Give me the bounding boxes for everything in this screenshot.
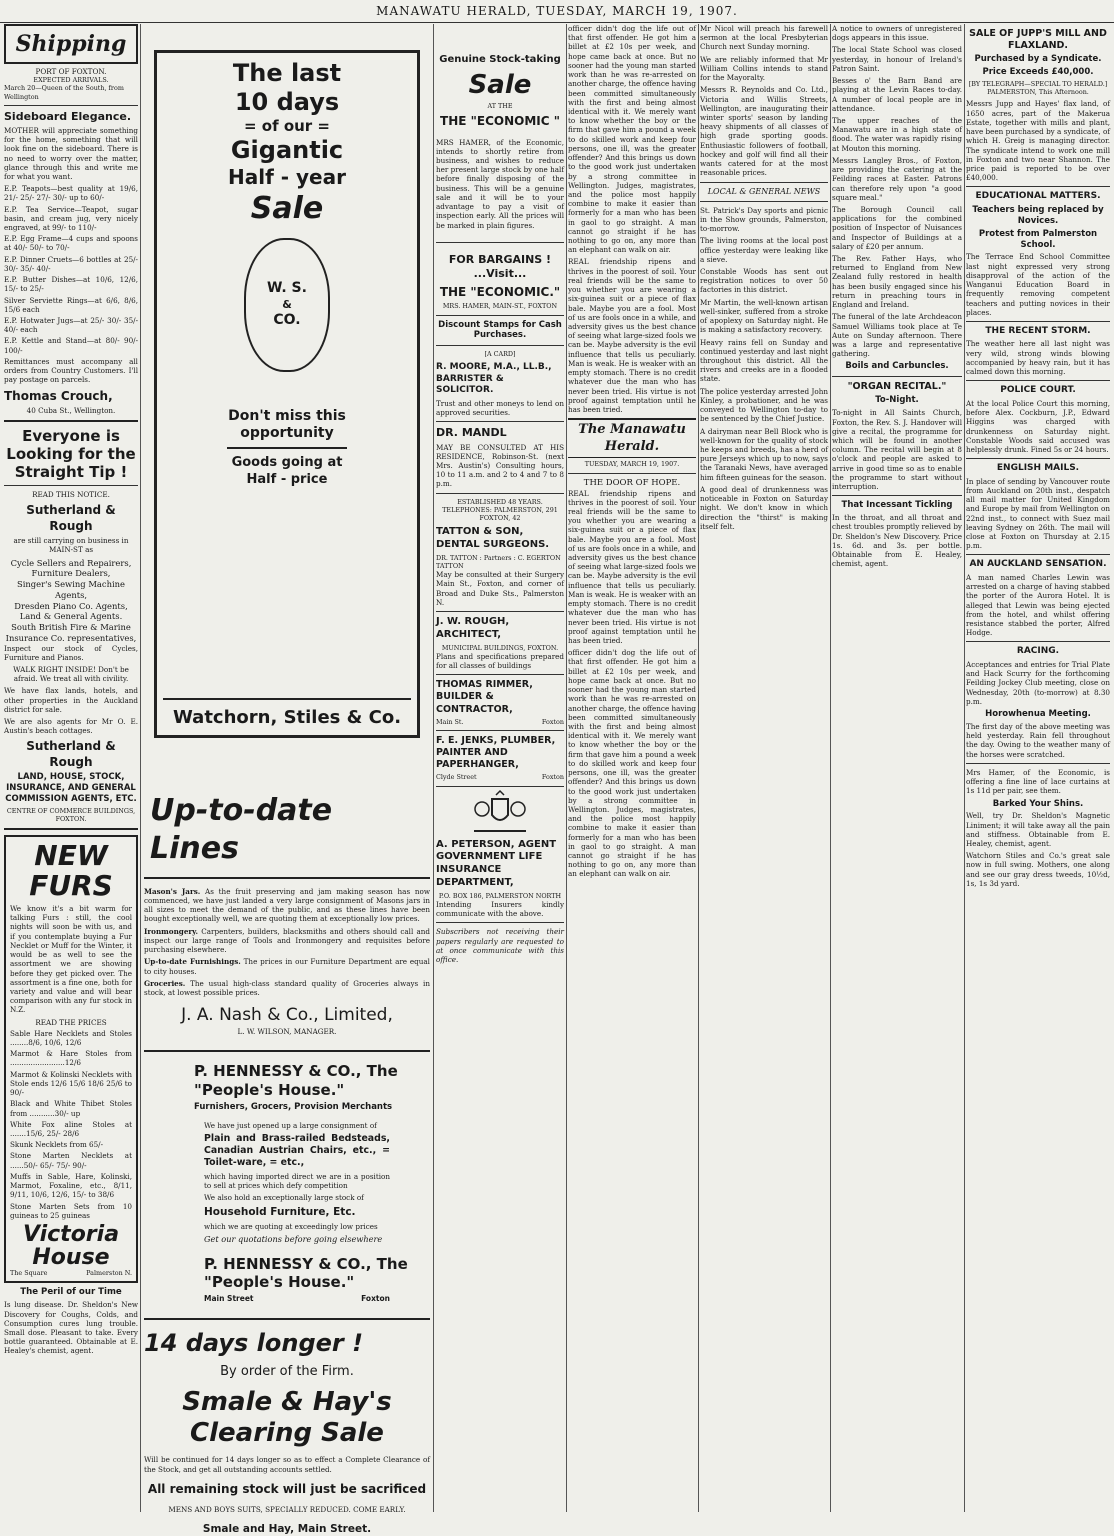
collins-item: We are reliably informed that Mr William Collins intends to stand for the Mayoralty. xyxy=(700,54,828,83)
sr-flax: We have flax lands, hotels, and other properties in the Auckland district for sale. xyxy=(4,686,138,714)
coat-of-arms-icon xyxy=(436,791,564,835)
column-rule xyxy=(964,24,965,1512)
nash-name: J. A. Nash & Co., Limited, xyxy=(181,1005,393,1026)
sideboard-item: E.P. Dinner Cruets—6 bottles at 25/- 30/- 35/- 40/- xyxy=(4,254,138,273)
sideboard-item: E.P. Tea Service—Teapot, sugar basin, and cream jug, very nicely engraved, at 99/- to 110/- xyxy=(4,204,138,233)
hamer-note: Mrs Hamer, of the Economic, is offering a fine line of lace curtains at 1s 11d per pair, see them. xyxy=(966,767,1110,796)
hennessy-title-2: P. HENNESSY & CO., The "People's House." xyxy=(204,1254,408,1292)
rough-subtitle: MUNICIPAL BUILDINGS, FOXTON. xyxy=(441,643,559,652)
fourteen-days-title: 14 days longer ! xyxy=(144,1328,364,1357)
tatton-text: May be consulted at their Surgery Main St., Foxton, and corner of Broad and Duke Sts., Palmerston N. xyxy=(436,570,564,607)
line-item: Mason's Jars. As the fruit preserving and jam making season has now commenced, we have just landed a very large consignment of Masons jars in all sizes to meet the demand of the public, and as these lines have been bought exceptionally well, we are quoting them at exceptionally low prices. xyxy=(144,886,430,924)
auckland-text: A man named Charles Lewin was arrested on a charge of having stabbed the porter of the Aurora Hotel. It is alleged that Lewin was being ejected from the hotel, and whilst offering resistance stabbed the porter, Alfred Hodge. xyxy=(966,572,1110,638)
door-of-hope-text: REAL friendship ripens and thrives in the poorest of soil. Your real friends will be the same to you whether you are wearing a six-guinea suit or a piece of flax bale. Maybe you are a fool. Most of us are fools once in a while, and adversity gives us the best chance of seeing what large-sized fools we can be. Maybe adversity is the evil influence that tells us peculiarly. Man is weak. He is weaker with an empty stomach. There is no credit whatever due the man who has never been tried. His virtue is not proof against temptation until he has been tried. xyxy=(568,488,696,645)
sr-agents: We are also agents for Mr O. E. Austin's beach cottages. xyxy=(4,717,138,736)
victoria-address: The Square Palmerston N. xyxy=(10,1269,132,1278)
card-label: [A CARD] xyxy=(484,350,516,359)
auckland-heading: AN AUCKLAND SENSATION. xyxy=(969,559,1107,570)
line-item: Ironmongery. Carpenters, builders, blacksmiths and others should call and inspect our large range of Tools and Ironmongery and requisites before purchasing elsewhere. xyxy=(144,926,430,955)
watchorn-advert xyxy=(154,50,420,738)
sr-item: Dresden Piano Co. Agents, xyxy=(14,600,128,611)
local-news-item: The police yesterday arrested John Kinley, a probationer, and he was conveyed to Wellington to-day to be sentenced by the Chief Justice. xyxy=(700,386,828,424)
education-heading: EDUCATIONAL MATTERS. xyxy=(975,191,1101,202)
sideboard-item: E.P. Butter Dishes—at 10/6, 12/6, 15/- to 25/- xyxy=(4,275,138,294)
lines-list xyxy=(144,887,430,997)
horowhenua-heading: Horowhenua Meeting. xyxy=(985,709,1091,720)
nash-manager: L. W. WILSON, MANAGER. xyxy=(237,1026,337,1036)
column-rule xyxy=(566,24,567,1512)
sr2-subtitle: LAND, HOUSE, STOCK, INSURANCE, AND GENERAL COMMISSION AGENTS, ETC. xyxy=(5,772,137,804)
mails-text: In place of sending by Vancouver route from Auckland on 20th inst., despatch all mail matter for United Kingdom and Europe by mail from Wellington on 22nd inst., to connect with Suez mail leaving Sydney on 26th. The mail will close at Foxton on Thursday at 2.15 p.m. xyxy=(966,476,1110,551)
mandl-name: DR. MANDL xyxy=(436,426,507,440)
read-notice: READ THIS NOTICE. xyxy=(32,490,110,500)
at-the: AT THE xyxy=(487,102,513,111)
sutherland-rough-name-2: Sutherland & Rough xyxy=(26,739,116,769)
furs-price: Sable Hare Necklets and Stoles ........8/6, 10/6, 12/6 xyxy=(10,1028,132,1048)
column-rule xyxy=(830,24,831,1512)
column-4 xyxy=(568,24,696,1512)
moore-text: Trust and other moneys to lend on approved securities. xyxy=(436,398,564,418)
barked-heading: Barked Your Shins. xyxy=(992,798,1084,809)
sideboard-intro: MOTHER will appreciate something for the home, something that will look fine on the sideboard. There is no need to worry over the matter, glance through this and write me for what you want. xyxy=(4,125,138,181)
shipping-line: March 20—Queen of the South, from Wellington xyxy=(4,84,124,101)
smale-hay-title: Smale & Hay's Clearing Sale xyxy=(182,1387,392,1449)
smale-text: Will be continued for 14 days longer so as to effect a Complete Clearance of the Stock, and get all outstanding accounts settled. xyxy=(144,1455,430,1474)
news-item: Messrs Langley Bros., of Foxton, are providing the catering at the Feilding races at Easter. Patrons can therefore rely upon "a good square meal." xyxy=(832,155,962,202)
nicol-item: Mr Nicol will preach his farewell sermon at the local Presbyterian Church next Sunday morning. xyxy=(700,24,828,52)
news-item: The upper reaches of the Manawatu are in a high state of flood. The water was rapidly rising at Mouton this morning. xyxy=(832,115,962,153)
racing-text: Acceptances and entries for Trial Plate and Hack Scurry for the forthcoming Feilding Jockey Club meeting, close on Wednesday, 20th (to-morrow) at 8.30 p.m. xyxy=(966,660,1110,706)
reynolds-item: Messrs R. Reynolds and Co. Ltd., Victoria and Willis Streets, Wellington, are inaugurating their winter sports' season by landing heavy shipments of all classes of high grade sporting goods. Enthusiastic followers of football, hockey and golf will find all their wants catered for at the most reasonable prices. xyxy=(700,85,828,178)
police-heading: POLICE COURT. xyxy=(1000,385,1076,396)
bargains-heading: FOR BARGAINS ! ...Visit... xyxy=(448,252,552,280)
peterson-box: P.O. BOX 186, PALMERSTON NORTH xyxy=(438,891,562,900)
intro-text: officer didn't dog the life out of that first offender. He got him a billet at £2 10s per week, and hope came back at once. But no sooner had the young man started work than he was re-arrested on another charge, the offence having been committed simultaneously with the first and being almost identical with it. We merely want to know whether the boy or the firm that gave him a pound a week to do skilled work and keep four persons, one ill, was the greater offender? And this brings us down to the good work just undertaken by a strong committee in Wellington. Judges, magistrates, and the police most happily combine to make it easier than formerly for a man who has been in gaol to go straight. A man cannot go straight if he has nothing to go on, any more than an elephant can walk on air. xyxy=(568,24,696,255)
column-1 xyxy=(4,24,138,1512)
door-of-hope-heading: THE DOOR OF HOPE. xyxy=(583,477,681,488)
sutherland-rough-name: Sutherland & Rough xyxy=(26,503,116,533)
sr-list xyxy=(4,558,138,644)
crouch-name: Thomas Crouch, xyxy=(4,388,113,403)
furs-price: Black and White Thibet Stoles from ...........30/- up xyxy=(10,1099,132,1118)
barked-text: Well, try Dr. Sheldon's Magnetic Liniment; it will take away all the pain and stiffness. Obtainable from E. Healey, chemist, agent. xyxy=(966,811,1110,849)
line-item: Groceries. The usual high-class standard quality of Groceries always in stock, at lowest possible prices. xyxy=(144,978,430,997)
news-item: The Borough Council call applications for the combined position of Inspector of Nuisances and Inspector of Buildings at a salary of £20 per annum. xyxy=(832,204,962,251)
goods-going: Goods going at Half - price xyxy=(231,455,343,487)
furs-price: Marmot & Kolinski Necklets with Stole ends 12/6 15/6 18/6 25/6 to 90/- xyxy=(10,1069,132,1098)
moore-name: R. MOORE, M.A., LL.B., BARRISTER & SOLICITOR. xyxy=(436,362,552,396)
victoria-house-title: Victoria House xyxy=(22,1221,120,1271)
jupp-price: Price Exceeds £40,000. xyxy=(982,67,1094,78)
news-item: Besses o' the Barn Band are playing at the Levin Races to-day. A number of local people are in attendance. xyxy=(832,76,962,113)
local-news-item: Heavy rains fell on Sunday and continued yesterday and last night throughout this district. All the rivers and creeks are in a flooded state. xyxy=(700,337,828,384)
local-news-item: A dairyman near Bell Block who is well-known for the quality of stock he keeps and breeds, has a herd of pure Jerseys which up to now, says the Taranaki News, have averaged him fifteen guineas for the season. xyxy=(700,426,828,482)
mails-heading: ENGLISH MAILS. xyxy=(996,463,1080,474)
education-text: The Terrace End School Committee last night expressed very strong disapproval of the action of the Wanganui Education Board in frequently removing competent teachers and putting novices in their places. xyxy=(966,252,1110,317)
police-text: At the local Police Court this morning, before Alex. Cockburn, J.P., Edward Higgins was charged with drunkenness on Saturday night. Constable Woods said accused was helplessly drunk. Fined 5s or 24 hours. xyxy=(966,398,1110,454)
tonight-heading: To-Night. xyxy=(875,395,919,406)
column-rule xyxy=(698,24,699,1512)
peterson-text: Intending Insurers kindly communicate with the above. xyxy=(436,899,564,919)
sr-item: South British Fire & Marine Insurance Co. representatives, xyxy=(5,622,137,643)
column-3 xyxy=(436,24,564,1512)
column-7 xyxy=(966,24,1110,1512)
stocktaking-heading: Genuine Stock-taking xyxy=(439,54,561,65)
sideboard-item: E.P. Hotwater Jugs—at 25/- 30/- 35/- 40/- each xyxy=(4,316,138,335)
organ-text: To-night in All Saints Church, Foxton, the Rev. S. J. Handover will give a recital, the programme for which will be found in another column. The recital will begin at 8 o'clock and people are asked to arrive in good time so as to enable the programme to start without interruption. xyxy=(832,408,962,492)
shipping-port: PORT OF FOXTON. xyxy=(35,67,107,76)
jupp-subheading: Purchased by a Syndicate. xyxy=(974,54,1102,65)
sideboard-item: E.P. Egg Frame—4 cups and spoons at 40/- 50/- to 70/- xyxy=(4,234,138,253)
tatton-established: ESTABLISHED 48 YEARS. TELEPHONES: PALMERSTON, 291 FOXTON, 42 xyxy=(442,497,558,522)
up-to-date-lines-title: Up-to-date Lines xyxy=(150,793,333,867)
remaining-stock: All remaining stock will just be sacrificed xyxy=(147,1481,427,1496)
rough-text: Plans and specifications prepared for all classes of buildings xyxy=(436,651,564,670)
sideboard-heading: Sideboard Elegance. xyxy=(4,109,132,123)
tatton-name: TATTON & SON, DENTAL SURGEONS. xyxy=(436,526,550,550)
jenks-name: F. E. JENKS, PLUMBER, PAINTER AND PAPERHANGER, xyxy=(436,734,556,771)
boils-heading: Boils and Carbuncles. xyxy=(845,361,949,372)
furs-price: Skunk Necklets from 65/- xyxy=(10,1140,104,1150)
smale-address: Smale and Hay, Main Street. xyxy=(202,1522,372,1535)
sr-body: are still carrying on business in MAIN-ST as xyxy=(13,536,129,555)
shipping-logo: Shipping xyxy=(4,24,138,64)
last-10-days-block: The last 10 days = of our = Gigantic Half - year Sale xyxy=(212,59,362,228)
furs-body: We know it's a bit warm for talking Furs : still, the cool nights will soon be with us, and if you contemplate buying a Fur Necklet or Muff for the Winter, it would be as well to see the assortment we are showing before they get picked over. The assortment is a fine one, both for variety and value and will bear comparison with any fur stock in N.Z. xyxy=(10,903,132,1015)
dont-miss: Don't miss this opportunity xyxy=(228,407,346,441)
education-subheading: Teachers being replaced by Novices. xyxy=(972,204,1104,226)
sr-item: Singer's Sewing Machine Agents, xyxy=(16,579,126,600)
subscribers-notice: Subscribers not receiving their papers regularly are requested to at once communicate with this office. xyxy=(436,927,564,964)
sr-inspect: Inspect our stock of Cycles, Furniture and Pianos. xyxy=(4,643,138,662)
furs-advert xyxy=(4,835,138,1283)
watchorn-name: Watchorn, Stiles & Co. xyxy=(163,698,411,729)
peril-heading: The Peril of our Time xyxy=(20,1287,122,1298)
local-news-heading: LOCAL & GENERAL NEWS xyxy=(707,186,821,196)
peril-body: Is lung disease. Dr. Sheldon's New Discovery for Coughs, Colds, and Consumption cures lung trouble. Small dose. Pleasant to take. Every bottle guaranteed. Obtainable at E. Healey's chemist, agent. xyxy=(4,1300,138,1356)
watchorn-note: Watchorn Stiles and Co.'s great sale now in full swing. Mothers, one along and see our gray dress tweeds, 10½d, 1s, 1s 3d yard. xyxy=(966,851,1110,888)
line-item: Up-to-date Furnishings. The prices in our Furniture Department are equal to city houses. xyxy=(144,957,430,976)
sideboard-item: E.P. Kettle and Stand—at 80/- 90/- 100/- xyxy=(4,336,138,355)
column-5 xyxy=(700,24,828,1512)
hennessy-subtitle: Furnishers, Grocers, Provision Merchants xyxy=(194,1101,393,1112)
economic-title-2: THE "ECONOMIC." xyxy=(439,284,561,299)
manawatu-herald-masthead: The Manawatu Herald. xyxy=(568,418,696,458)
furs-prices-heading: READ THE PRICES xyxy=(35,1017,107,1027)
furs-price: Stone Marten Sets from 10 guineas to 25 guineas xyxy=(10,1201,132,1220)
hennessy-address: Main Street Foxton xyxy=(204,1294,390,1304)
furs-price: Stone Marten Necklets at ......50/- 65/- 75/- 90/- xyxy=(10,1151,132,1170)
sr-item: Cycle Sellers and Repairers, Furniture Dealers, xyxy=(10,557,132,579)
rough-name: J. W. ROUGH, ARCHITECT, xyxy=(436,616,510,640)
sideboard-item-list xyxy=(4,184,138,355)
furs-price: White Fox aline Stoles at .......15/6, 25/- 28/6 xyxy=(10,1119,132,1138)
hamer-address: MRS. HAMER, MAIN-ST., FOXTON xyxy=(442,302,558,311)
local-news-item: The living rooms at the local post office yesterday were leaking like a sieve. xyxy=(700,236,828,264)
rimmer-name: THOMAS RIMMER, BUILDER & CONTRACTOR, xyxy=(436,679,533,715)
column-2 xyxy=(144,24,430,1535)
jenks-address: Clyde Street Foxton xyxy=(436,773,564,782)
furs-price: Muffs in Sable, Hare, Kolinski, Marmot, Foxaline, etc., 8/11, 9/11, 10/6, 12/6, 15/- to 38/6 xyxy=(10,1171,132,1200)
peterson-name: A. PETERSON, AGENT GOVERNMENT LIFE INSURANCE DEPARTMENT, xyxy=(436,838,557,888)
sr-walk: WALK RIGHT INSIDE! Don't be afraid. We treat all with civility. xyxy=(13,664,129,684)
new-furs-title: NEW FURS xyxy=(29,839,113,902)
hennessy-body: We have just opened up a large consignment of Plain and Brass-railed Bedsteads, Canadian Austrian Chairs, etc., = Toilet-ware, = etc., which having imported direct we are in a position to sell at prices which defy competition We also hold an exceptionally large stock of Household Furniture, Etc. which we are quoting at exceedingly low prices Get our quotations before going elsewhere xyxy=(204,1120,390,1245)
jupp-telegraph: [BY TELEGRAPH—SPECIAL TO HERALD.] PALMERSTON, This Afternoon. xyxy=(968,80,1108,97)
column-rule xyxy=(140,24,141,1512)
news-item: The Rev. Father Hays, who returned to England from New Zealand fully restored in health has been busily engaged since his return in preaching tours in England and Ireland. xyxy=(832,254,962,310)
mandl-text: MAY BE CONSULTED AT HIS RESIDENCE, Robinson-St. (next Mrs. Austin's) Consulting hours, 10 to 11 a.m. and 2 to 4 and 7 to 8 p.m. xyxy=(436,442,564,489)
news-item: The funeral of the late Archdeacon Samuel Williams took place at Te Aute on Sunday afternoon. There was a large and representative gathering. xyxy=(832,312,962,359)
coat-of-arms-icon xyxy=(470,791,530,835)
sideboard-item: Silver Serviette Rings—at 6/6, 8/6, 15/6 each xyxy=(4,295,138,314)
ws-co-oval: W. S. & CO. xyxy=(244,238,330,372)
storm-text: The weather here all last night was very wild, strong winds blowing accompanied by heavy rain, but it has calmed down this morning. xyxy=(966,339,1110,377)
sideboard-remittance: Remittances must accompany all orders from Country Customers. I'll pay postage on parcels. xyxy=(4,356,138,385)
everyone-straight-tip: Everyone is Looking for the Straight Tip ! xyxy=(6,427,136,482)
racing-heading: RACING. xyxy=(1016,646,1060,657)
local-news-item: A good deal of drunkenness was noticeable in Foxton on Saturday night. We don't know in which direction the "thirst" is making itself felt. xyxy=(700,484,828,531)
local-news-item: Mr Martin, the well-known artisan well-sinker, suffered from a stroke of apoplexy on Saturday night. He is making a satisfactory recovery. xyxy=(700,297,828,335)
sr2-address: CENTRE OF COMMERCE BUILDINGS, FOXTON. xyxy=(6,806,136,823)
tickling-text: In the throat, and all throat and chest troubles promptly relieved by Dr. Sheldon's New Discovery. Price 1s. 6d. and 3s. per bottle. Obtainable from E. Healey, chemist, agent. xyxy=(832,513,962,569)
discount-stamps: Discount Stamps for Cash Purchases. xyxy=(438,319,562,341)
jupp-text: Messrs Jupp and Hayes' flax land, of 1650 acres, part of the Makerua Estate, together with mills and plant, have been purchased by a syndicate, of which H. Greig is managing director. The syndicate intend to work one mill in Foxton and two near Shannon. The price paid is reported to be over £40,000. xyxy=(966,99,1110,183)
hennessy-title-1: P. HENNESSY & CO., The "People's House." xyxy=(194,1062,398,1099)
jupp-heading: SALE OF JUPP'S MILL AND FLAXLAND. xyxy=(969,28,1107,52)
crouch-address: 40 Cuba St., Wellington. xyxy=(26,405,116,415)
news-item: A notice to owners of unregistered dogs appears in this issue. xyxy=(832,24,962,43)
mens-suits: MENS AND BOYS SUITS, SPECIALLY REDUCED. COME EARLY. xyxy=(168,1505,406,1515)
intro-text-filler: REAL friendship ripens and thrives in the poorest of soil. Your real friends will be the same to you whether you are wearing a six-guinea suit or a piece of flax bale. Maybe you are a fool. Most of us are fools once in a while, and adversity gives us the best chance of seeing what large-sized fools we can be. Maybe adversity is the evil influence that tells us peculiarly. Man is weak. He is weaker with an empty stomach. There is no credit whatever due the man who has never been tried. His virtue is not proof against temptation until he has been tried. xyxy=(568,257,696,414)
hamer-text: MRS HAMER, of the Economic, intends to shortly retire from business, and wishes to reduce her present large stock by one half before finally disposing of the business. This will be a genuine sale and it will be to your advantage to pay a visit of inspection early. All the prices will be marked in plain figures. xyxy=(436,137,564,230)
column-rule xyxy=(433,24,434,1512)
door-of-hope-text-2: officer didn't dog the life out of that first offender. He got him a billet at £2 10s per week, and hope came back at once. But no sooner had the young man started work than he was re-arrested on another charge, the offence having been committed simultaneously with the first and being almost identical with it. We merely want to know whether the boy or the firm that gave him a pound a week to do skilled work and keep four persons, one ill, was the greater offender? And this brings us down to the good work just undertaken by a strong committee in Wellington. Judges, magistrates, and the police most happily combine to make it easier than formerly for a man who has been in gaol to go straight. A man cannot go straight if he has nothing to go on, any more than an elephant can walk on air. xyxy=(568,648,696,879)
tickling-heading: That Incessant Tickling xyxy=(841,500,953,511)
news-item: The local State School was closed yesterday, in honour of Ireland's Patron Saint. xyxy=(832,45,962,73)
masthead-date: TUESDAY, MARCH 19, 1907. xyxy=(584,460,680,469)
rimmer-address: Main St. Foxton xyxy=(436,717,564,726)
local-news-item: St. Patrick's Day sports and picnic in the Show grounds, Palmerston, to-morrow. xyxy=(700,205,828,234)
shipping-expected: EXPECTED ARRIVALS. xyxy=(33,76,109,85)
tatton-partners: DR. TATTON : Partners : C. EGERTON TATTON xyxy=(436,553,561,570)
page-header xyxy=(0,0,1114,23)
sr-item: Land & General Agents. xyxy=(19,611,123,622)
education-subheading-2: Protest from Palmerston School. xyxy=(978,228,1098,250)
organ-recital-heading: "ORGAN RECITAL." xyxy=(847,381,947,393)
by-order: By order of the Firm. xyxy=(220,1364,354,1380)
sale-title: Sale xyxy=(250,190,324,226)
column-6 xyxy=(832,24,962,1512)
local-news-item: Constable Woods has sent out registration notices to over 50 factories in this district. xyxy=(700,267,828,295)
economic-title-1: THE "ECONOMIC " xyxy=(440,114,560,129)
stocktaking-sale: Sale xyxy=(468,69,532,100)
sideboard-item: E.P. Teapots—best quality at 19/6, 21/- 25/- 27/- 30/- up to 60/- xyxy=(4,184,138,203)
horowhenua-text: The first day of the above meeting was held yesterday. Rain fell throughout the day. Owing to the weather many of the horses were scratched. xyxy=(966,721,1110,759)
storm-heading: THE RECENT STORM. xyxy=(985,325,1091,336)
furs-price: Marmot & Hare Stoles from ........................12/6 xyxy=(10,1049,132,1068)
page-title: MANAWATU HERALD, TUESDAY, MARCH 19, 1907. xyxy=(376,4,738,18)
